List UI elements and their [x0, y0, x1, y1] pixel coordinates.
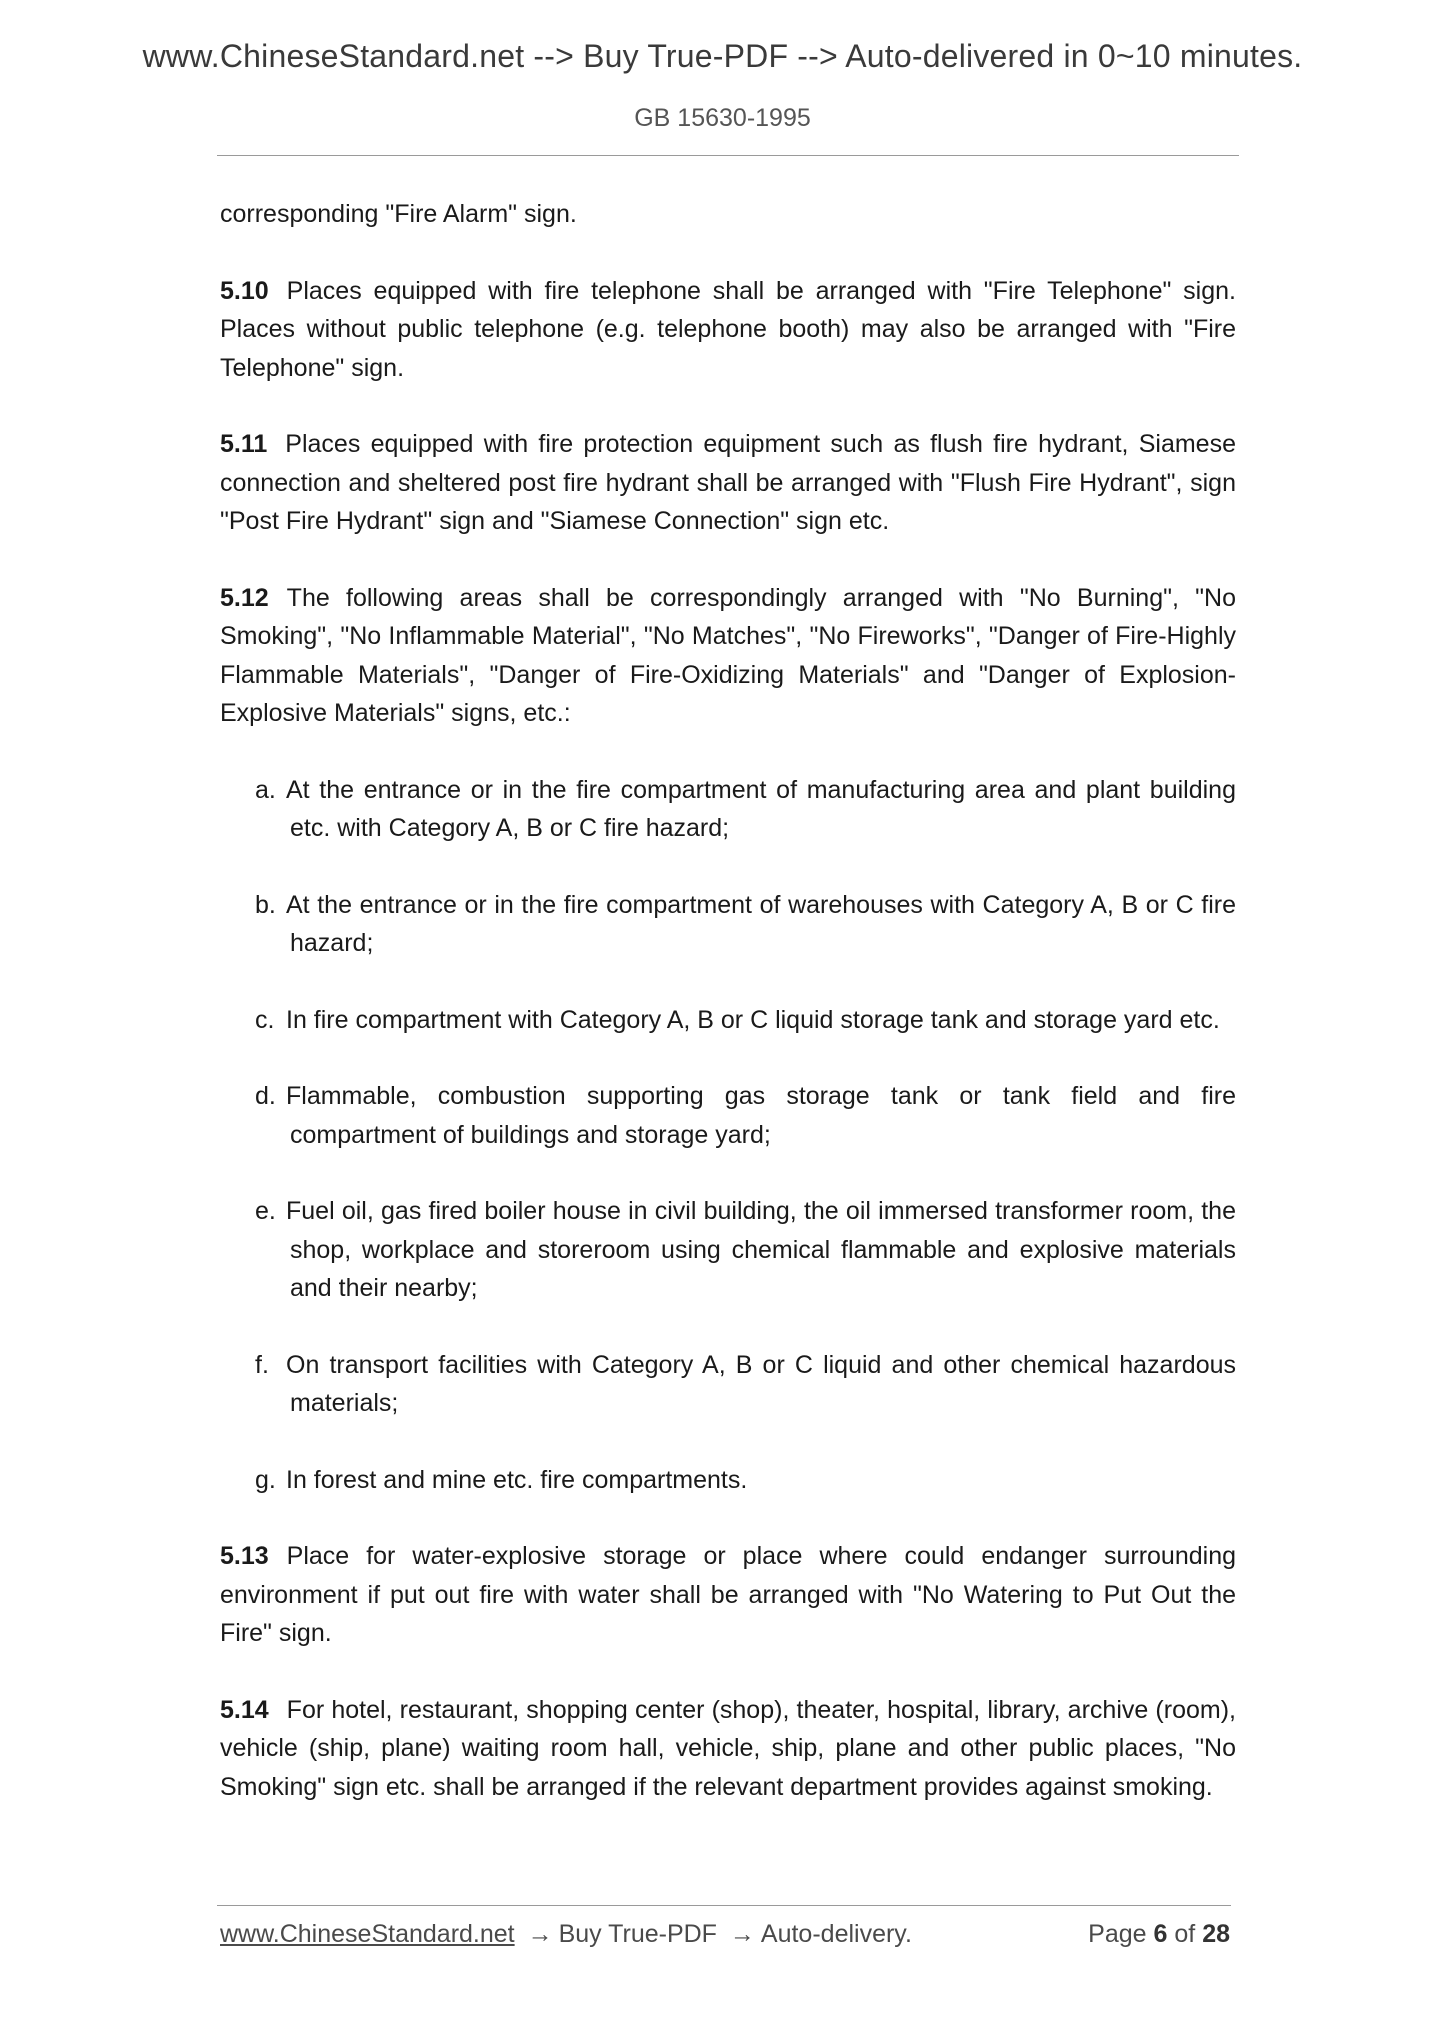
list-text: At the entrance or in the fire compartment of manufacturing area and plant building etc. with Category A, B or C fire hazard;: [286, 775, 1236, 842]
standard-code: GB 15630-1995: [634, 104, 811, 132]
clause-5-14: [220, 1691, 1236, 1807]
list-text: In forest and mine etc. fire compartments.: [286, 1465, 748, 1494]
header-divider: [217, 155, 1239, 156]
list-marker: a.: [255, 775, 276, 804]
clause-number: 5.13: [220, 1542, 269, 1570]
list-marker: d.: [255, 1082, 276, 1110]
list-marker: b.: [255, 890, 276, 919]
clause-number: 5.12: [220, 583, 269, 612]
footer-divider: [217, 1905, 1231, 1906]
page-content: [220, 195, 1236, 1844]
clause-number: 5.10: [220, 276, 269, 305]
list-item: [255, 1001, 1236, 1040]
site-banner: www.ChineseStandard.net --> Buy True-PDF --> Auto-delivered in 0~10 minutes.: [142, 38, 1303, 74]
list-item: [255, 1077, 1236, 1154]
footer-delivery-text: Auto-delivery.: [760, 1920, 912, 1948]
page-footer: [220, 1920, 1230, 1960]
list-item: [255, 886, 1236, 963]
clause-text: Places equipped with fire telephone shall be arranged with "Fire Telephone" sign. Places without public telephone (e.g. telephone booth) may also be arranged with "Fire Telephone" sign.: [220, 276, 1236, 382]
list-item: [255, 1192, 1236, 1308]
list-text: Fuel oil, gas fired boiler house in civil building, the oil immersed transformer room, the shop, workplace and storeroom using chemical flammable and explosive materials and their nearby;: [286, 1197, 1236, 1302]
arrow-right-icon: →: [527, 1920, 553, 1948]
clause-text: For hotel, restaurant, shopping center (shop), theater, hospital, library, archive (room), vehicle (ship, plane) waiting room hall, vehicle, ship, plane and other public places, "No Smoking" sign etc. shall be arranged if the relevant department provides against smoking.: [220, 1695, 1236, 1801]
list-text: In fire compartment with Category A, B or C liquid storage tank and storage yard etc.: [286, 1005, 1220, 1034]
list-marker: f.: [255, 1350, 269, 1379]
list-item: [255, 771, 1236, 848]
area-list: [220, 771, 1236, 1500]
arrow-right-icon: →: [729, 1920, 755, 1948]
list-text: On transport facilities with Category A, B or C liquid and other chemical hazardous materials;: [286, 1350, 1236, 1417]
footer-site-link[interactable]: www.ChineseStandard.net: [220, 1920, 515, 1948]
footer-buy-text: Buy True-PDF: [558, 1920, 717, 1948]
clause-5-13: [220, 1537, 1236, 1653]
page-word: Page: [1088, 1920, 1147, 1948]
clause-5-12: [220, 579, 1236, 733]
continuation-text: corresponding "Fire Alarm" sign.: [220, 200, 577, 228]
clause-5-10: [220, 272, 1236, 388]
total-pages: 28: [1202, 1920, 1230, 1948]
list-marker: g.: [255, 1465, 276, 1494]
clause-number: 5.11: [220, 430, 268, 458]
current-page: 6: [1153, 1920, 1168, 1948]
clause-text: Place for water-explosive storage or place where could endanger surrounding environment if put out fire with water shall be arranged with "No Watering to Put Out the Fire" sign.: [220, 1542, 1236, 1647]
of-word: of: [1174, 1920, 1196, 1948]
list-marker: e.: [255, 1197, 276, 1225]
list-marker: c.: [255, 1005, 275, 1034]
list-text: Flammable, combustion supporting gas storage tank or tank field and fire compartment of buildings and storage yard;: [286, 1082, 1236, 1149]
footer-left: [220, 1920, 912, 1949]
list-item: [255, 1346, 1236, 1423]
list-item: [255, 1461, 1236, 1500]
list-text: At the entrance or in the fire compartment of warehouses with Category A, B or C fire hazard;: [286, 890, 1236, 957]
clause-5-11: [220, 425, 1236, 541]
clause-text: The following areas shall be correspondingly arranged with "No Burning", "No Smoking", "No Inflammable Material", "No Matches", "No Fireworks", "Danger of Fire-Highly Flammable Materials", "Danger of Fire-Oxidizing Materials" and "Danger of Explosion-Explosive Materials" signs, etc.:: [220, 583, 1236, 727]
clause-text: Places equipped with fire protection equipment such as flush fire hydrant, Siamese connection and sheltered post fire hydrant shall be arranged with "Flush Fire Hydrant", sign "Post Fire Hydrant" sign and "Siamese Connection" sign etc.: [220, 430, 1236, 535]
page-indicator: [1088, 1920, 1230, 1949]
clause-number: 5.14: [220, 1695, 269, 1724]
